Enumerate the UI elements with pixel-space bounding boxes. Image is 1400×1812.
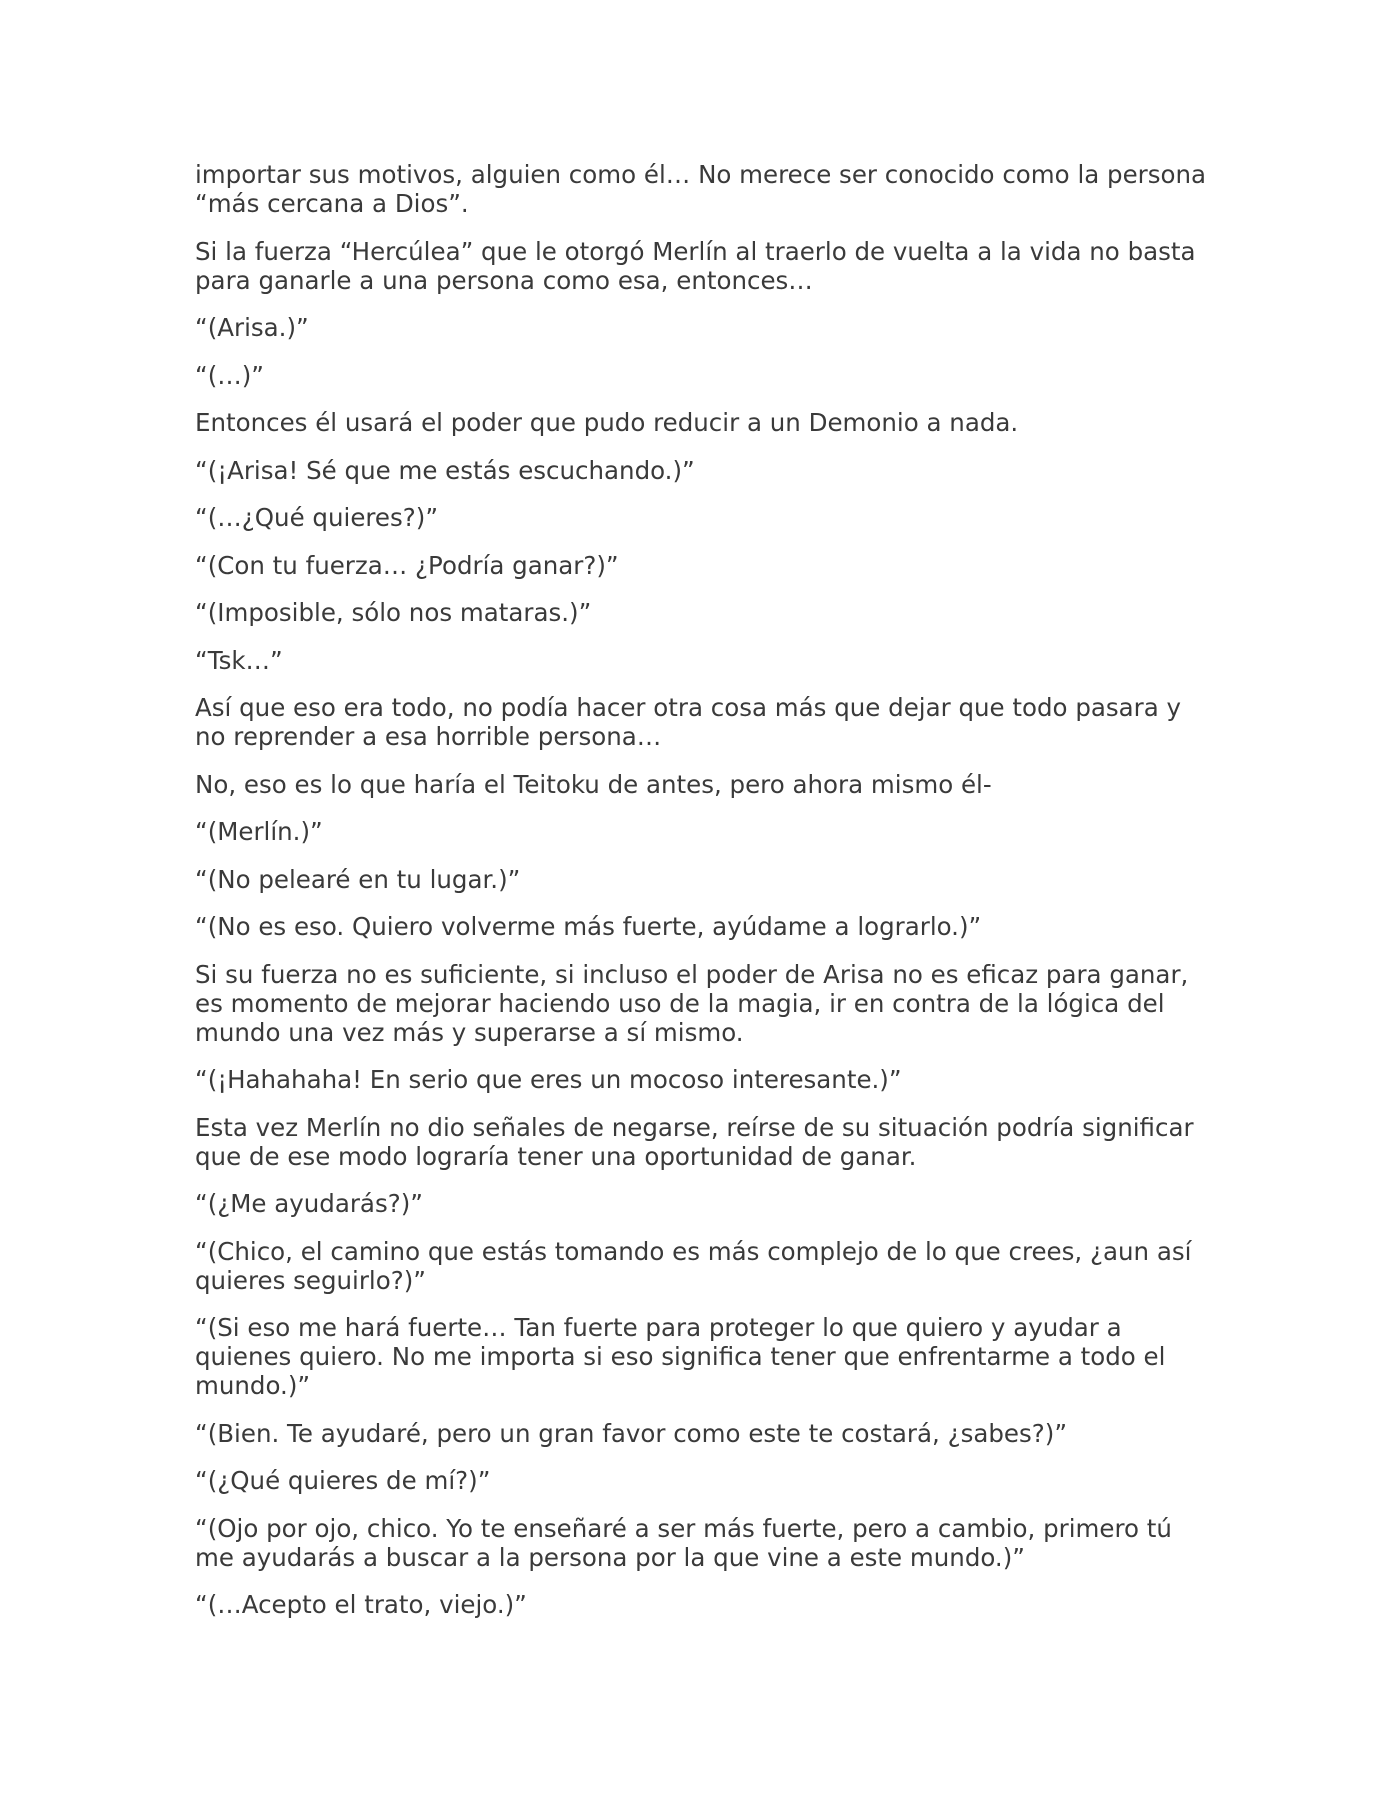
paragraph: “(…Acepto el trato, viejo.)” [195, 1590, 527, 1619]
document-page [195, 160, 1210, 1638]
paragraph: Si su fuerza no es suficiente, si incluso el poder de Arisa no es eficaz para ganar, es momento de mejorar haciendo uso de la magia, ir en contra de la lógica del mundo una vez más y superarse a sí mismo. [195, 959, 1189, 1047]
paragraph: Entonces él usará el poder que pudo reducir a un Demonio a nada. [195, 408, 1019, 437]
paragraph: “(…¿Qué quieres?)” [195, 503, 439, 532]
paragraph: Si la fuerza “Hercúlea” que le otorgó Merlín al traerlo de vuelta a la vida no basta para ganarle a una persona como esa, entonces… [195, 236, 1196, 295]
paragraph: “(Arisa.)” [195, 313, 309, 342]
paragraph: “(¡Arisa! Sé que me estás escuchando.)” [195, 455, 695, 485]
paragraph: “(¡Hahahaha! En serio que eres un mocoso interesante.)” [195, 1065, 902, 1094]
paragraph: Así que eso era todo, no podía hacer otra cosa más que dejar que todo pasara y no reprender a esa horrible persona… [195, 693, 1182, 751]
paragraph: “(Si eso me hará fuerte… Tan fuerte para proteger lo que quiero y ayudar a quienes quiero. No me importa si eso significa tener que enfrentarme a todo el mundo.)” [195, 1313, 1166, 1400]
paragraph: “Tsk…” [195, 645, 283, 675]
paragraph: “(Bien. Te ayudaré, pero un gran favor como este te costará, ¿sabes?)” [195, 1418, 1068, 1448]
paragraph: “(Con tu fuerza… ¿Podría ganar?)” [195, 550, 619, 580]
paragraph: “(No es eso. Quiero volverme más fuerte, ayúdame a lograrlo.)” [195, 912, 982, 941]
paragraph: “(Imposible, sólo nos mataras.)” [195, 598, 592, 627]
paragraph: importar sus motivos, alguien como él… No merece ser conocido como la persona “más cercana a Dios”. [195, 160, 1207, 218]
paragraph: “(Ojo por ojo, chico. Yo te enseñaré a ser más fuerte, pero a cambio, primero tú me ayudarás a buscar a la persona por la que vine a este mundo.)” [195, 1513, 1172, 1572]
paragraph: “(No pelearé en tu lugar.)” [195, 864, 521, 894]
paragraph: Esta vez Merlín no dio señales de negarse, reírse de su situación podría significar que de ese modo lograría tener una oportunidad de ganar. [195, 1112, 1194, 1171]
paragraph: “(¿Me ayudarás?)” [195, 1189, 423, 1218]
paragraph: “(¿Qué quieres de mí?)” [195, 1466, 491, 1495]
paragraph: “(Chico, el camino que estás tomando es más complejo de lo que crees, ¿aun así quieres seguirlo?)” [195, 1236, 1192, 1295]
paragraph: No, eso es lo que haría el Teitoku de antes, pero ahora mismo él- [195, 769, 992, 799]
paragraph: “(…)” [195, 360, 265, 390]
paragraph: “(Merlín.)” [195, 817, 323, 846]
